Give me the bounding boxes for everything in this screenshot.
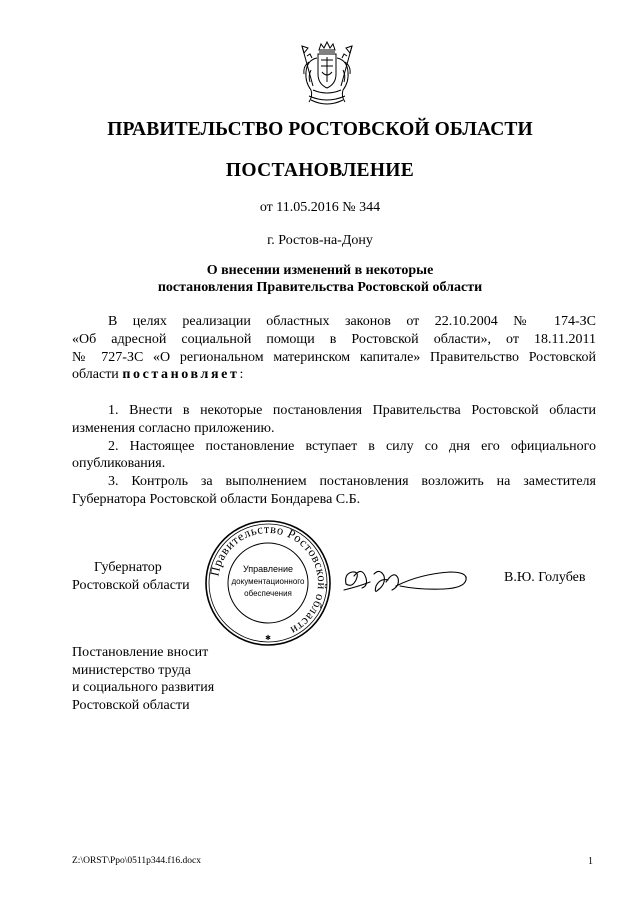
- item-1-line-1: 1. Внести в некоторые постановления Правительства Ростовской области: [108, 403, 596, 418]
- stamp-inner-line-2: документационного: [231, 577, 305, 586]
- preamble-paragraph: [72, 313, 596, 384]
- handwritten-signature-icon: [340, 556, 470, 598]
- official-stamp-icon: [203, 518, 333, 648]
- stamp-inner-line-3: обеспечения: [244, 589, 292, 598]
- item-3-line-1: 3. Контроль за выполнением постановления возложить на заместителя: [108, 474, 596, 490]
- introduced-by-line-3: и социального развития: [72, 680, 215, 695]
- signatory-position: [72, 559, 190, 595]
- document-type-heading: ПОСТАНОВЛЕНИЕ: [225, 160, 415, 181]
- svg-text:✱: ✱: [265, 634, 271, 642]
- signatory-position-line-1: Губернатор: [94, 560, 162, 575]
- introduced-by-line-1: Постановление вносит: [72, 645, 209, 660]
- introduced-by-line-4: Ростовской области: [72, 697, 190, 713]
- preamble-line-4: [72, 366, 596, 384]
- preamble-line-2: «Об адресной социальной помощи в Ростовской области», от 18.11.2011: [72, 331, 596, 347]
- footer-page-number: 1: [588, 856, 593, 867]
- introduced-by-line-2: министерство труда: [72, 662, 191, 678]
- item-2-line-1: 2. Настоящее постановление вступает в силу со дня его официального: [108, 438, 596, 454]
- signatory-position-line-2: Ростовской области: [72, 578, 190, 593]
- preamble-line-1: В целях реализации областных законов от 22.10.2004 № 174-ЗС: [108, 314, 596, 329]
- preamble-line-3: № 727-ЗС «О региональном материнском капитале» Правительство Ростовской: [72, 349, 596, 365]
- footer-file-path: Z:\ORST\Ppo\0511p344.f16.docx: [72, 856, 201, 866]
- item-2-line-2: опубликования.: [72, 456, 166, 472]
- decree-verb: постановляет: [122, 367, 240, 383]
- stamp-ring-text: Правительство Ростовской области: [207, 521, 330, 638]
- subject-line-2: постановления Правительства Ростовской области: [157, 280, 483, 295]
- item-1-line-2: изменения согласно приложению.: [72, 420, 275, 436]
- document-city: г. Ростов-на-Дону: [267, 233, 373, 248]
- document-subject: [0, 262, 640, 296]
- subject-line-1: О внесении изменений в некоторые: [206, 263, 434, 278]
- preamble-line-4-start: области: [72, 367, 123, 383]
- stamp-inner-line-1: Управление: [242, 564, 294, 574]
- signatory-name: В.Ю. Голубев: [504, 570, 586, 585]
- document-date-number: от 11.05.2016 № 344: [259, 200, 381, 215]
- item-3-line-2: Губернатора Ростовской области Бондарева С.Б.: [72, 491, 361, 507]
- decree-items: [72, 402, 596, 509]
- introduced-by-block: [72, 644, 214, 714]
- preamble-line-4-end: :: [239, 367, 244, 383]
- coat-of-arms-icon: [297, 40, 357, 112]
- government-title: ПРАВИТЕЛЬСТВО РОСТОВСКОЙ ОБЛАСТИ: [107, 119, 533, 140]
